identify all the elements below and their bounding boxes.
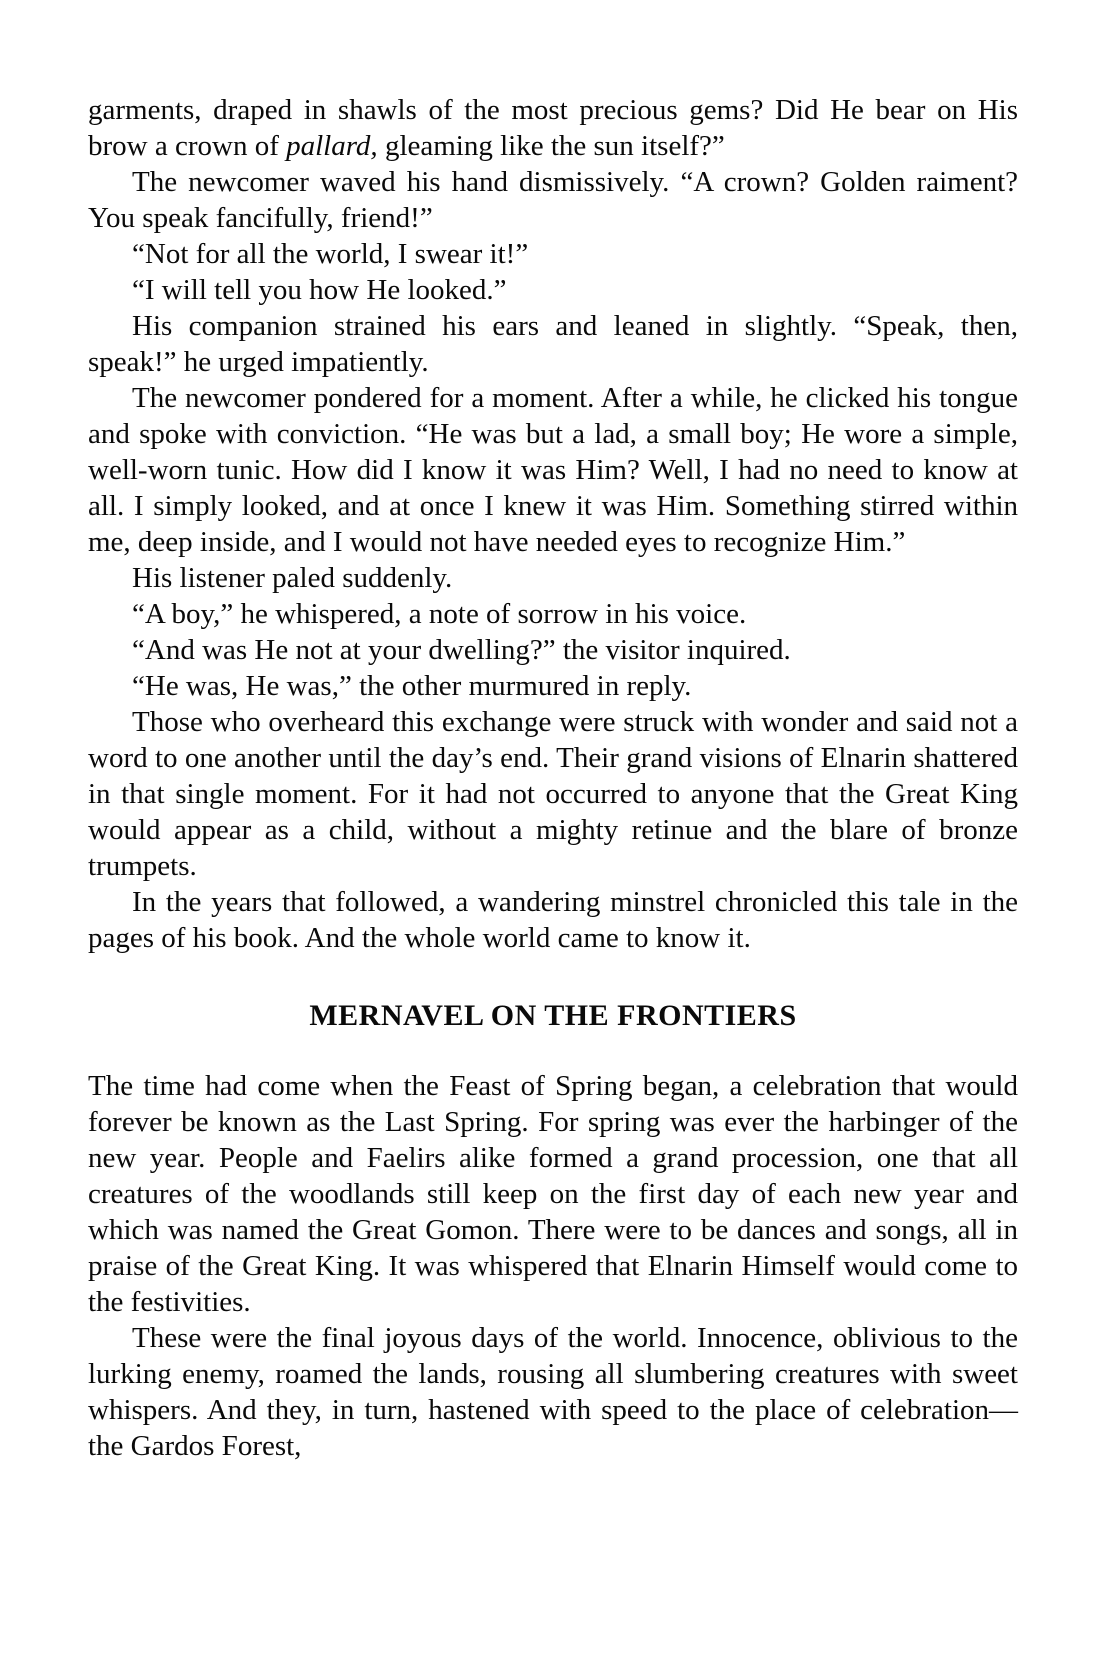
- paragraph: “Not for all the world, I swear it!”: [132, 238, 529, 270]
- paragraph: These were the final joyous days of the world. Innocence, oblivious to the lurking enemy, roamed the lands, rousing all slumbering creatures with sweet whispers. And they, in turn, hastened with speed to the place of celebration—the Gardos Forest,: [88, 1322, 1018, 1462]
- opening-text-before-italic: garments, draped in shawls of the most precious gems? Did He bear on His brow a crown of: [88, 94, 1018, 162]
- italic-word-pallard: pallard,: [286, 130, 378, 162]
- section-heading: MERNAVEL ON THE FRONTIERS: [309, 999, 797, 1032]
- paragraph: The newcomer pondered for a moment. After a while, he clicked his tongue and spoke with conviction. “He was but a lad, a small boy; He wore a simple, well-worn tunic. How did I know it was Him? Well, I had no need to know at all. I simply looked, and at once I knew it was Him. Something stirred within me, deep inside, and I would not have needed eyes to recognize Him.”: [88, 382, 1018, 558]
- paragraph: “And was He not at your dwelling?” the visitor inquired.: [132, 634, 791, 666]
- paragraph: “I will tell you how He looked.”: [132, 274, 507, 306]
- paragraph: The newcomer waved his hand dismissively. “A crown? Golden raiment? You speak fancifully, friend!”: [88, 166, 1018, 234]
- paragraph: Those who overheard this exchange were struck with wonder and said not a word to one another until the day’s end. Their grand visions of Elnarin shattered in that single moment. For it had not occurred to anyone that the Great King would appear as a child, without a mighty retinue and the blare of bronze trumpets.: [88, 706, 1018, 882]
- text-block: [88, 92, 1018, 1464]
- paragraph: His companion strained his ears and leaned in slightly. “Speak, then, speak!” he urged impatiently.: [88, 310, 1018, 378]
- opening-text-after-italic: gleaming like the sun itself?”: [377, 130, 725, 162]
- paragraph: “He was, He was,” the other murmured in reply.: [132, 670, 692, 702]
- paragraph: His listener paled suddenly.: [132, 562, 453, 594]
- paragraph-opening: [88, 92, 1018, 164]
- paragraph: “A boy,” he whispered, a note of sorrow in his voice.: [132, 598, 747, 630]
- paragraph: The time had come when the Feast of Spring began, a celebration that would forever be known as the Last Spring. For spring was ever the harbinger of the new year. People and Faelirs alike formed a grand procession, one that all creatures of the woodlands still keep on the first day of each new year and which was named the Great Gomon. There were to be dances and songs, all in praise of the Great King. It was whispered that Elnarin Himself would come to the festivities.: [88, 1070, 1018, 1318]
- paragraph: In the years that followed, a wandering minstrel chronicled this tale in the pages of his book. And the whole world came to know it.: [88, 886, 1018, 954]
